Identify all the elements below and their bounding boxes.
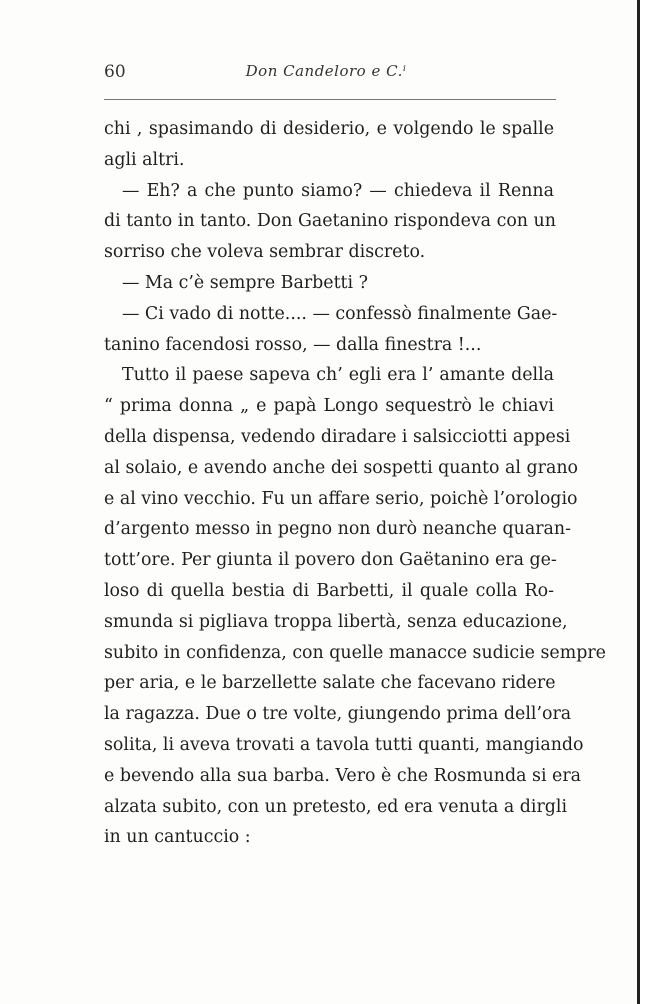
text-line: alzata subito, con un pretesto, ed era venuta a dirgli [104,796,568,817]
text-line: — Eh? a che punto siamo? — chiedeva il Renna [122,180,554,201]
page-border-line [637,0,640,1004]
text-line: — Ci vado di notte.... — confessò finalmente Gae- [122,303,558,324]
text-line: sorriso che voleva sembrar discreto. [104,242,426,263]
text-line: della dispensa, vedendo diradare i salsicciotti appesi [104,426,571,447]
text-line: di tanto in tanto. Don Gaetanino rispondeva con un [104,211,556,232]
text-line: Tutto il paese sapeva ch’ egli era l’ amante della [122,365,554,386]
text-line: d’argento messo in pegno non durò neanche quaran- [104,519,571,540]
running-title: Don Candeloro e C.ⁱ [245,62,407,80]
body-text [104,114,606,853]
text-line: tanino facendosi rosso, — dalla finestra !... [104,334,482,355]
text-line: e bevendo alla sua barba. Vero è che Rosmunda si era [104,765,582,786]
text-line: e al vino vecchio. Fu un affare serio, poichè l’orologio [104,488,578,509]
text-line: subito in confidenza, con quelle manacce sudicie sempre [104,642,606,663]
text-line: la ragazza. Due o tre volte, giungendo prima dell’ora [104,704,572,725]
text-line: loso di quella bestia di Barbetti, il quale colla Ro- [104,580,554,601]
text-line: — Ma c’è sempre Barbetti ? [122,272,368,293]
text-line: tott’ore. Per giunta il povero don Gaëtanino era ge- [104,550,557,571]
text-line: chi , spasimando di desiderio, e volgendo le spalle [104,119,554,139]
text-line: per aria, e le barzellette salate che facevano ridere [104,673,556,694]
text-line: agli altri. [104,149,185,170]
text-line: al solaio, e avendo anche dei sospetti quanto al grano [104,457,578,478]
text-line: smunda si pigliava troppa libertà, senza educazione, [104,611,568,632]
header-rule [104,99,556,100]
text-line: in un cantuccio : [104,827,251,848]
text-line: solita, li aveva trovati a tavola tutti quanti, mangiando [104,734,584,755]
text-line: “ prima donna „ e papà Longo sequestrò le chiavi [104,396,554,417]
page-number: 60 [104,62,126,82]
page-margin-edge [638,0,652,1004]
